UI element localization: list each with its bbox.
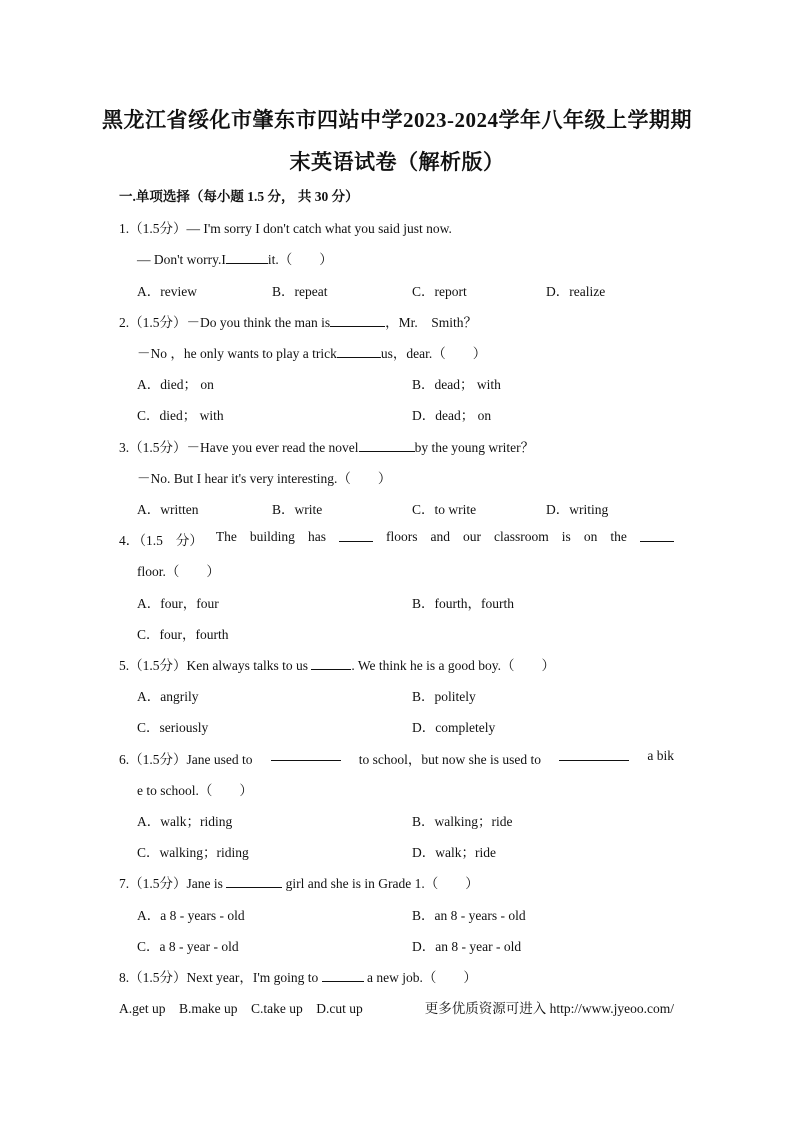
- question-4-continuation: floor.（ ）: [137, 564, 220, 579]
- option: D．walk；ride: [412, 845, 496, 860]
- option: A．written: [137, 502, 199, 517]
- option: D．dead； on: [412, 408, 492, 423]
- option: B．walking；ride: [412, 814, 513, 829]
- option: D．writing: [546, 502, 609, 517]
- option: A．walk；riding: [137, 814, 233, 829]
- question-8-stem-pre: 8.（1.5分）Next year，I'm going to: [119, 970, 319, 985]
- question-6-stem-post: a bik: [647, 748, 674, 763]
- title-line-1: 黑龙江省绥化市肇东市四站中学2023-2024学年八年级上学期期: [102, 108, 692, 132]
- question-2-dialogue-post: us，dear.（ ）: [380, 346, 487, 361]
- question-6-continuation: e to school.（ ）: [137, 783, 253, 798]
- stem-word: our: [463, 529, 482, 544]
- option: C．a 8 - year - old: [137, 939, 239, 954]
- answer-blank: [339, 529, 373, 542]
- answer-blank: [226, 875, 282, 888]
- question-2-stem: [119, 311, 477, 331]
- question-1-dialogue-post: it.（ ）: [267, 252, 333, 267]
- stem-word: floors: [385, 529, 418, 544]
- question-3-dialogue: －No. But I hear it's very interesting.（ ）: [137, 471, 392, 486]
- option: C．died； with: [137, 408, 224, 423]
- option: A．died； on: [137, 377, 214, 392]
- question-1-dialogue: [137, 248, 333, 268]
- question-8-options: A.get up B.make up C.take up D.cut up: [119, 1001, 363, 1016]
- stem-word: the: [610, 529, 627, 544]
- question-6-stem: [119, 748, 674, 768]
- answer-blank: [311, 657, 351, 670]
- option: C．four，fourth: [137, 627, 229, 642]
- stem-word: classroom: [494, 529, 549, 544]
- question-2-stem-pre: 2.（1.5分）－Do you think the man is: [119, 315, 331, 330]
- answer-blank: [226, 251, 268, 264]
- question-8-stem: [119, 966, 477, 986]
- stem-word: building: [249, 529, 295, 544]
- stem-word: 4．（1.5: [119, 533, 163, 548]
- question-3-stem-pre: 3.（1.5分）－Have you ever read the novel: [119, 440, 359, 455]
- question-8-options-and-footer: [119, 997, 674, 1017]
- question-3-stem: [119, 436, 534, 456]
- question-6-stem-mid: to school，but now she is used to: [358, 752, 542, 767]
- title-line-2: 末英语试卷（解析版）: [289, 150, 505, 174]
- question-5-stem: [119, 654, 555, 674]
- option: C．seriously: [137, 720, 209, 735]
- question-1-dialogue-pre: — Don't worry.I: [137, 252, 226, 267]
- footer-resource-link[interactable]: 更多优质资源可进入 http://www.jyeoo.com/: [424, 1001, 674, 1016]
- answer-blank: [359, 439, 415, 452]
- option: C．walking；riding: [137, 845, 249, 860]
- stem-word: has: [307, 529, 326, 544]
- question-7-stem: [119, 872, 479, 892]
- option: B．politely: [412, 689, 476, 704]
- option: D．an 8 - year - old: [412, 939, 522, 954]
- answer-blank: [337, 345, 381, 358]
- option: A．a 8 - years - old: [137, 908, 245, 923]
- answer-blank: [322, 969, 364, 982]
- question-7-stem-post: girl and she is in Grade 1.（ ）: [285, 876, 479, 891]
- option: B．write: [272, 502, 323, 517]
- option: B．fourth，fourth: [412, 596, 514, 611]
- answer-blank: [271, 748, 341, 761]
- question-6-stem-pre: 6.（1.5分）Jane used to: [119, 752, 253, 767]
- answer-blank: [330, 314, 385, 327]
- question-8-stem-post: a new job.（ ）: [367, 970, 477, 985]
- question-4-stem: [119, 529, 674, 549]
- answer-blank: [559, 748, 629, 761]
- question-7-stem-pre: 7.（1.5分）Jane is: [119, 876, 223, 891]
- question-1-stem: 1.（1.5分）— I'm sorry I don't catch what you said just now.: [119, 221, 452, 236]
- option: A．review: [137, 284, 197, 299]
- option: D．completely: [412, 720, 496, 735]
- option: A．four，four: [137, 596, 219, 611]
- question-2-dialogue-pre: －No ，he only wants to play a trick: [137, 346, 337, 361]
- stem-word: is: [561, 529, 571, 544]
- option: C．to write: [412, 502, 477, 517]
- question-5-stem-pre: 5.（1.5分）Ken always talks to us: [119, 658, 308, 673]
- stem-word: The: [215, 529, 237, 544]
- option: B．an 8 - years - old: [412, 908, 526, 923]
- option: C．report: [412, 284, 467, 299]
- question-5-stem-post: . We think he is a good boy.（ ）: [351, 658, 556, 673]
- stem-word: 分）: [175, 533, 203, 548]
- stem-word: and: [430, 529, 450, 544]
- option: B．dead； with: [412, 377, 501, 392]
- option: A．angrily: [137, 689, 199, 704]
- question-3-stem-post: by the young writer？: [414, 440, 535, 455]
- option: B．repeat: [272, 284, 328, 299]
- stem-word: on: [583, 529, 598, 544]
- section-heading: 一.单项选择（每小题 1.5 分， 共 30 分）: [119, 189, 359, 204]
- question-2-stem-post: ，Mr. Smith？: [385, 315, 478, 330]
- answer-blank: [640, 529, 674, 542]
- question-2-dialogue: [137, 342, 486, 362]
- option: D．realize: [546, 284, 606, 299]
